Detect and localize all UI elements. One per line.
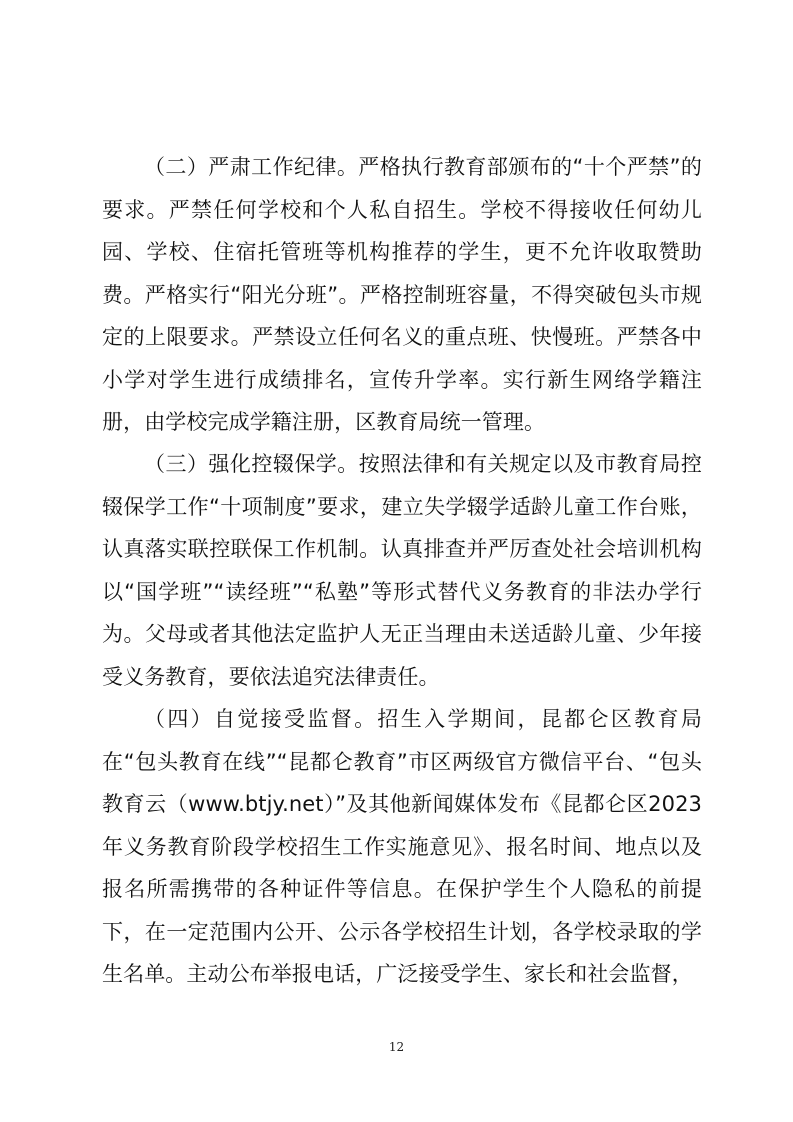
paragraph-work-discipline: （二）严肃工作纪律。严格执行教育部颁布的“十个严禁”的要求。严禁任何学校和个人私自招生。学校不得接收任何幼儿园、学校、住宿托管班等机构推荐的学生，更不允许收取赞助费。严格实行“阳光分班”。严格控制班容量，不得突破包头市规定的上限要求。严禁设立任何名义的重点班、快慢班。严禁各中小学对学生进行成绩排名，宣传升学率。实行新生网络学籍注册，由学校完成学籍注册，区教育局统一管理。 (102, 155, 702, 434)
paragraph-dropout-control: （三）强化控辍保学。按照法律和有关规定以及市教育局控辍保学工作“十项制度”要求，建立失学辍学适龄儿童工作台账，认真落实联控联保工作机制。认真排查并严厉查处社会培训机构以“国学班”“读经班”“私塾”等形式替代义务教育的非法办学行为。父母或者其他法定监护人无正当理由未送适龄儿童、少年接受义务教育，要依法追究法律责任。 (102, 452, 702, 689)
paragraph-supervision: （四）自觉接受监督。招生入学期间，昆都仑区教育局在“包头教育在线”“昆都仑教育”市区两级官方微信平台、“包头教育云（www.btjy.net）”及其他新闻媒体发布《昆都仑区2023年义务教育阶段学校招生工作实施意见》、报名时间、地点以及报名所需携带的各种证件等信息。在保护学生个人隐私的前提下，在一定范围内公开、公示各学校招生计划，各学校录取的学生名单。主动公布举报电话，广泛接受学生、家长和社会监督， (102, 707, 702, 986)
page-number: 12 (388, 1040, 405, 1054)
